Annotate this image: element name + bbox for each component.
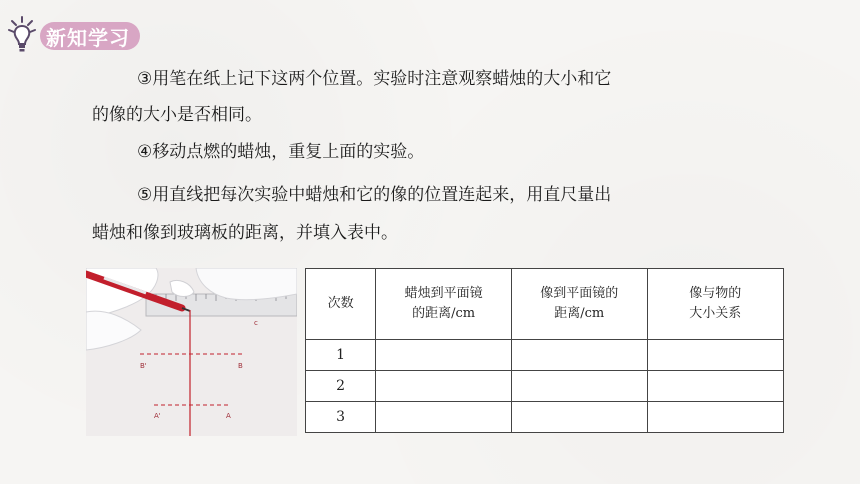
cell-image-distance xyxy=(511,340,647,371)
paragraph-step3-line2: 的像的大小是否相同。 xyxy=(92,105,262,125)
cell-trial-number: 3 xyxy=(306,402,376,433)
table-row xyxy=(306,402,784,433)
cell-candle-distance xyxy=(376,340,512,371)
section-title: 新知学习 xyxy=(46,25,130,50)
results-table xyxy=(305,268,784,433)
paragraph-step4: ④移动点燃的蜡烛，重复上面的实验。 xyxy=(137,142,425,162)
cell-size-relation xyxy=(647,371,783,402)
label-b: B xyxy=(238,362,243,370)
cell-size-relation xyxy=(647,340,783,371)
paragraph-step3-line1: ③用笔在纸上记下这两个位置。实验时注意观察蜡烛的大小和它 xyxy=(137,69,612,89)
label-a-prime: A' xyxy=(154,412,161,420)
header-image-distance: 像到平面镜的 距离/cm xyxy=(511,269,647,340)
paragraph-step5-line2: 蜡烛和像到玻璃板的距离，并填入表中。 xyxy=(92,223,398,243)
label-c: c xyxy=(254,319,258,327)
cell-image-distance xyxy=(511,402,647,433)
cell-candle-distance xyxy=(376,371,512,402)
section-header xyxy=(6,16,140,56)
table-header-row xyxy=(306,269,784,340)
label-b-prime: B' xyxy=(140,362,147,370)
cell-image-distance xyxy=(511,371,647,402)
lightbulb-icon xyxy=(6,16,38,56)
header-candle-distance: 蜡烛到平面镜 的距离/cm xyxy=(376,269,512,340)
label-a: A xyxy=(226,412,231,420)
paragraph-step5-line1: ⑤用直线把每次实验中蜡烛和它的像的位置连起来，用直尺量出 xyxy=(137,185,612,205)
header-size-relation: 像与物的 大小关系 xyxy=(647,269,783,340)
cell-candle-distance xyxy=(376,402,512,433)
experiment-photo xyxy=(86,268,297,436)
section-title-badge xyxy=(40,22,140,50)
header-trial-count: 次数 xyxy=(306,269,376,340)
table-row xyxy=(306,340,784,371)
cell-trial-number: 2 xyxy=(306,371,376,402)
cell-trial-number: 1 xyxy=(306,340,376,371)
cell-size-relation xyxy=(647,402,783,433)
table-row xyxy=(306,371,784,402)
